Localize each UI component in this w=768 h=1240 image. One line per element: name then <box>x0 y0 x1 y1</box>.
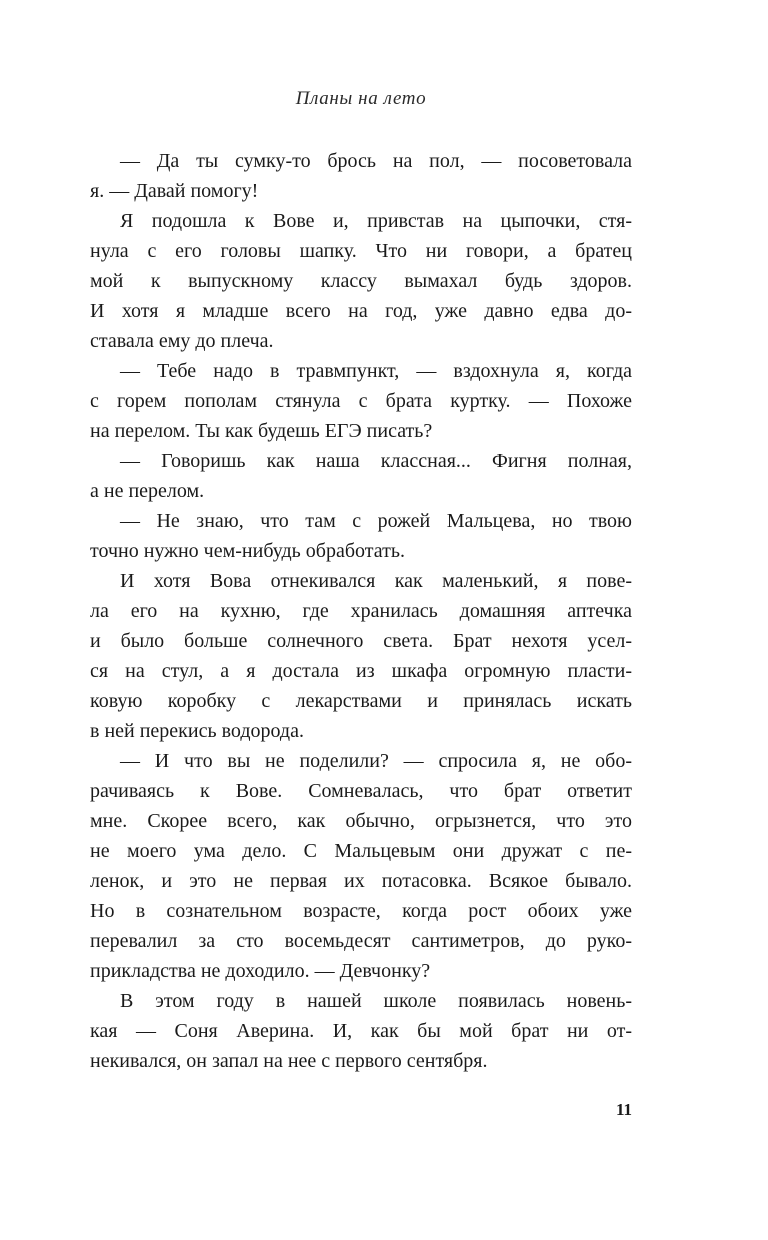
text-line: — Говоришь как наша классная... Фигня полная, <box>120 450 632 472</box>
text-line: я. — Давай помогу! <box>90 180 259 202</box>
text-line: в ней перекись водорода. <box>90 720 304 742</box>
text-line: ковую коробку с лекарствами и принялась искать <box>90 690 632 712</box>
text-line: перевалил за сто восемьдесят сантиметров, до руко- <box>90 930 632 952</box>
text-line: И хотя я младше всего на год, уже давно едва до- <box>90 300 632 322</box>
text-line: а не перелом. <box>90 480 205 502</box>
text-line: — Не знаю, что там с рожей Мальцева, но твою <box>120 510 632 532</box>
text-line: рачиваясь к Вове. Сомневалась, что брат ответит <box>90 780 632 802</box>
page-number: 11 <box>615 1100 632 1119</box>
text-line: мой к выпускному классу вымахал будь здоров. <box>90 270 632 292</box>
text-line: ся на стул, а я достала из шкафа огромную пласти- <box>90 660 632 682</box>
text-line: Но в сознательном возрасте, когда рост обоих уже <box>90 900 632 922</box>
text-line: на перелом. Ты как будешь ЕГЭ писать? <box>90 420 433 442</box>
body-text <box>90 146 632 1076</box>
paragraph <box>90 506 632 566</box>
text-line: Я подошла к Вове и, привстав на цыпочки, стя- <box>120 210 632 232</box>
text-line: — Тебе надо в травмпункт, — вздохнула я, когда <box>120 360 632 382</box>
paragraph <box>90 986 632 1076</box>
text-line: ставала ему до плеча. <box>90 330 274 352</box>
text-line: и было больше солнечного света. Брат нехотя усел- <box>90 630 632 652</box>
text-line: кая — Соня Аверина. И, как бы мой брат ни от- <box>90 1020 632 1042</box>
text-line: не моего ума дело. С Мальцевым они дружат с пе- <box>90 840 632 862</box>
text-line: — И что вы не поделили? — спросила я, не обо- <box>120 750 632 772</box>
text-line: ленок, и это не первая их потасовка. Всякое бывало. <box>90 870 632 892</box>
paragraph <box>90 746 632 986</box>
text-line: прикладства не доходило. — Девчонку? <box>90 960 431 982</box>
text-line: мне. Скорее всего, как обычно, огрызнется, что это <box>90 810 632 832</box>
paragraph <box>90 356 632 446</box>
paragraph <box>90 566 632 746</box>
text-line: некивался, он запал на нее с первого сентября. <box>90 1050 488 1072</box>
text-line: точно нужно чем-нибудь обработать. <box>90 540 405 562</box>
text-line: — Да ты сумку-то брось на пол, — посоветовала <box>120 150 632 172</box>
paragraph <box>90 206 632 356</box>
text-line: нула с его головы шапку. Что ни говори, а братец <box>90 240 632 262</box>
paragraph <box>90 446 632 506</box>
text-line: с горем пополам стянула с брата куртку. — Похоже <box>90 390 632 412</box>
text-line: В этом году в нашей школе появилась новень- <box>120 990 632 1012</box>
text-line: ла его на кухню, где хранилась домашняя аптечка <box>90 600 632 622</box>
text-line: И хотя Вова отнекивался как маленький, я пове- <box>120 570 632 592</box>
paragraph <box>90 146 632 206</box>
running-header: Планы на лето <box>295 88 427 109</box>
